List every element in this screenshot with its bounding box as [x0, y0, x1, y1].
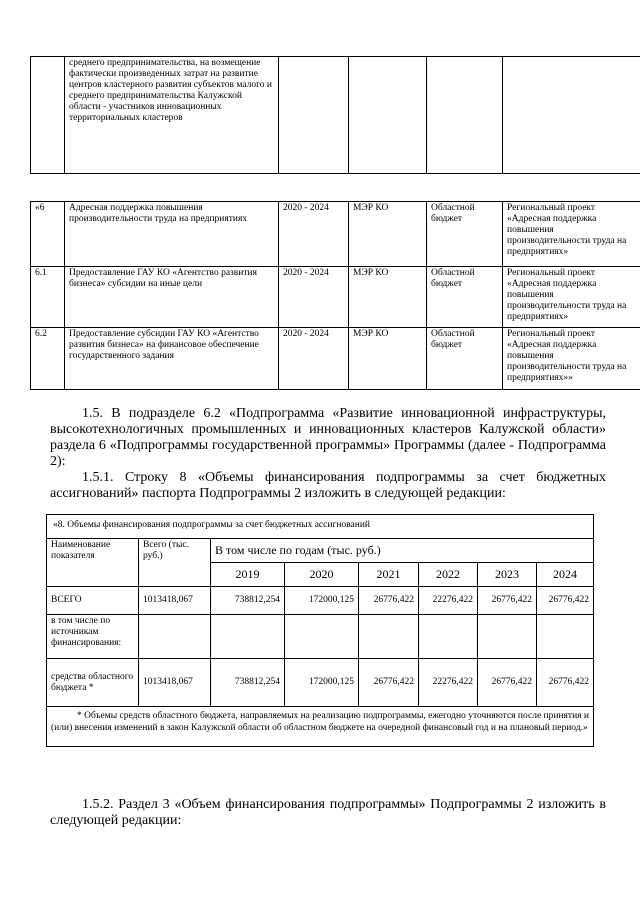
- row-label: средства областного бюджета *: [47, 659, 139, 707]
- table-row: [31, 267, 640, 328]
- year-header: 2020: [285, 563, 359, 587]
- table-row: [47, 615, 594, 659]
- measure-name: Предоставление ГАУ КО «Агентство развития бизнеса» субсидии на иные цели: [65, 267, 279, 328]
- measures-table: [30, 201, 640, 390]
- column-header-total: Всего (тыс. руб.): [139, 539, 211, 587]
- table-row: [31, 57, 640, 174]
- measure-source: Областной бюджет: [427, 202, 503, 267]
- measure-project: Региональный проект «Адресная поддержка повышения производительности труда на предприятиях»»: [503, 328, 640, 390]
- measure-number: [31, 57, 65, 174]
- year-header: 2019: [211, 563, 285, 587]
- measure-executor: МЭР КО: [349, 328, 427, 390]
- row-value: [537, 615, 594, 659]
- measure-project: Региональный проект «Адресная поддержка повышения производительности труда на предприятиях»: [503, 267, 640, 328]
- row-value: 172000,125: [285, 659, 359, 707]
- row-value: 738812,254: [211, 659, 285, 707]
- column-header-name: Наименование показателя: [47, 539, 139, 587]
- paragraph-1-5: 1.5. В подразделе 6.2 «Подпрограмма «Развитие инновационной инфраструктуры, высокотехнологичных промышленных и инновационных кластеров Калужской области» раздела 6 «Подпрограммы государственной программы» Программы (далее - Подпрограмма 2):: [50, 406, 606, 469]
- row-value: [478, 615, 537, 659]
- row-total: 1013418,067: [139, 659, 211, 707]
- finance-table-title: «8. Объемы финансирования подпрограммы за счет бюджетных ассигнований: [47, 515, 594, 539]
- year-header: 2024: [537, 563, 594, 587]
- finance-table: [46, 514, 594, 747]
- measure-executor: [349, 57, 427, 174]
- table-row: [47, 659, 594, 707]
- measure-project: Региональный проект «Адресная поддержка повышения производительности труда на предприятиях»: [503, 202, 640, 267]
- table-row: [47, 707, 594, 747]
- measure-executor: МЭР КО: [349, 202, 427, 267]
- column-header-years: В том числе по годам (тыс. руб.): [211, 539, 594, 563]
- row-value: 22276,422: [419, 659, 478, 707]
- measure-name: Адресная поддержка повышения производительности труда на предприятиях: [65, 202, 279, 267]
- row-total: [139, 615, 211, 659]
- row-value: 26776,422: [478, 659, 537, 707]
- measure-number: 6.1: [31, 267, 65, 328]
- measure-period: 2020 - 2024: [279, 202, 349, 267]
- table-row: [31, 328, 640, 390]
- measure-number: «6: [31, 202, 65, 267]
- row-value: 172000,125: [285, 587, 359, 615]
- year-header: 2023: [478, 563, 537, 587]
- year-header: 2021: [359, 563, 419, 587]
- measure-project: [503, 57, 640, 174]
- row-value: 22276,422: [419, 587, 478, 615]
- row-value: [211, 615, 285, 659]
- row-value: 738812,254: [211, 587, 285, 615]
- row-value: [419, 615, 478, 659]
- row-value: 26776,422: [478, 587, 537, 615]
- measure-source: Областной бюджет: [427, 267, 503, 328]
- table-row: [47, 587, 594, 615]
- measure-number: 6.2: [31, 328, 65, 390]
- row-value: 26776,422: [537, 587, 594, 615]
- row-label: в том числе по источникам финансирования:: [47, 615, 139, 659]
- year-header: 2022: [419, 563, 478, 587]
- measure-source: [427, 57, 503, 174]
- row-value: 26776,422: [359, 587, 419, 615]
- measure-name: среднего предпринимательства, на возмещение фактически произведенных затрат на развитие центров кластерного развития субъектов малого и среднего предпринимательства Калужской области - участников инновационных территориальных кластеров: [65, 57, 279, 174]
- row-value: 26776,422: [359, 659, 419, 707]
- measure-period: [279, 57, 349, 174]
- paragraph-1-5-1: 1.5.1. Строку 8 «Объемы финансирования подпрограммы за счет бюджетных ассигнований» паспорта Подпрограммы 2 изложить в следующей редакции:: [50, 470, 606, 501]
- row-label: ВСЕГО: [47, 587, 139, 615]
- footnote: * Объемы средств областного бюджета, направляемых на реализацию подпрограммы, ежегодно уточняются после принятия и (или) внесения изменений в закон Калужской области об областном бюджете на очередной финансовый год и на плановый период.»: [47, 707, 594, 747]
- table-row: [47, 539, 594, 563]
- continuation-table: [30, 56, 640, 174]
- row-total: 1013418,067: [139, 587, 211, 615]
- measure-source: Областной бюджет: [427, 328, 503, 390]
- row-value: [359, 615, 419, 659]
- measure-period: 2020 - 2024: [279, 328, 349, 390]
- measure-name: Предоставление субсидии ГАУ КО «Агентство развития бизнеса» на финансовое обеспечение государственного задания: [65, 328, 279, 390]
- measure-period: 2020 - 2024: [279, 267, 349, 328]
- paragraph-1-5-2: 1.5.2. Раздел 3 «Объем финансирования подпрограммы» Подпрограммы 2 изложить в следующей редакции:: [50, 797, 606, 828]
- table-row: [31, 202, 640, 267]
- table-row: [47, 515, 594, 539]
- measure-executor: МЭР КО: [349, 267, 427, 328]
- row-value: 26776,422: [537, 659, 594, 707]
- row-value: [285, 615, 359, 659]
